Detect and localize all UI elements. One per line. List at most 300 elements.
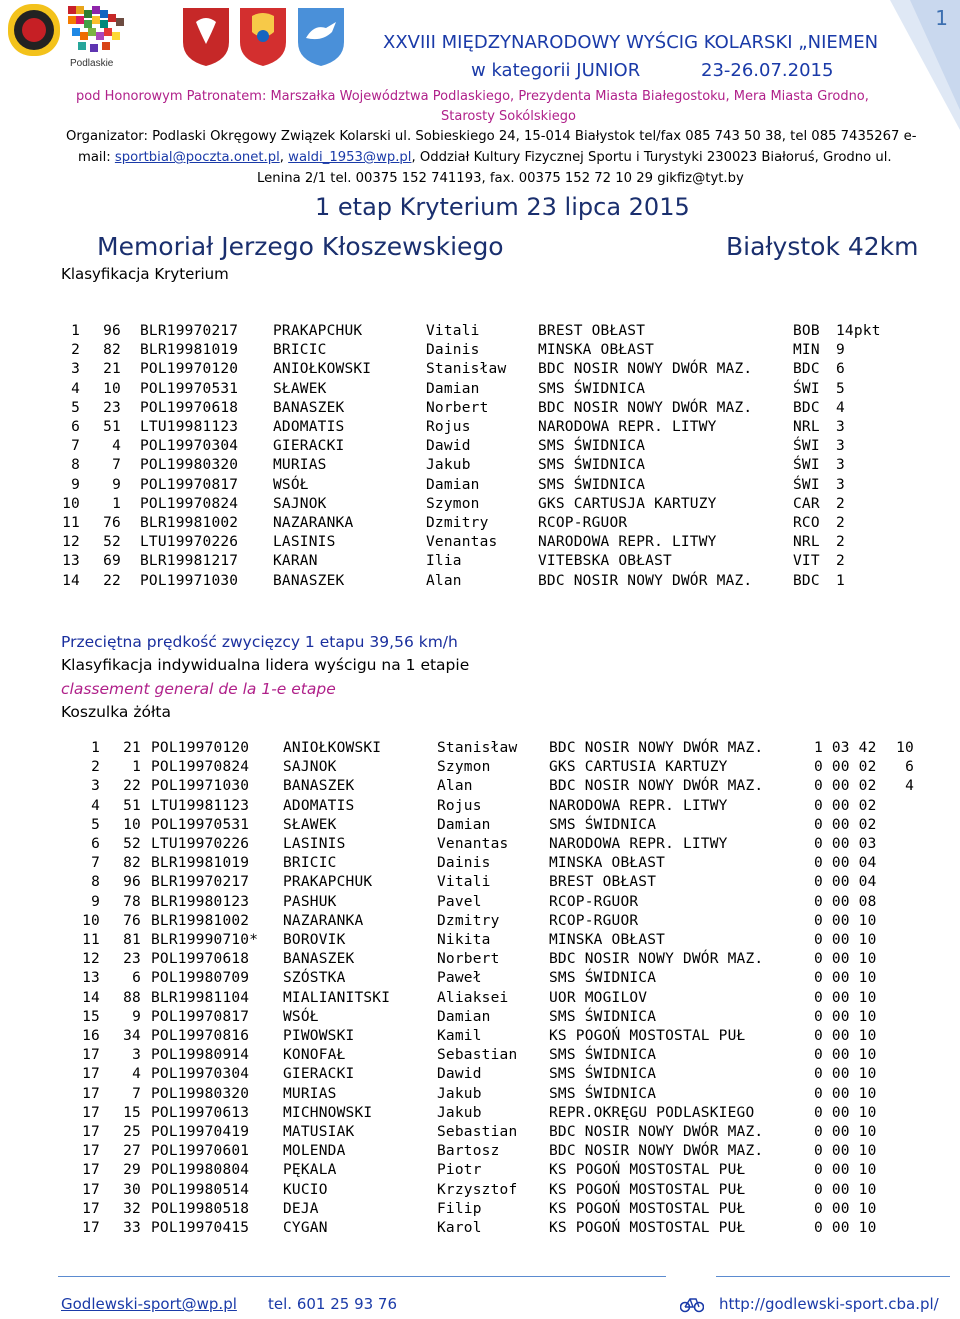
place-cell: 16: [82, 1028, 100, 1044]
time-cell: 0 00 10: [814, 1047, 877, 1064]
team-cell: SMS ŚWIDNICA: [549, 1008, 657, 1025]
place-cell: 17: [82, 1124, 100, 1140]
firstname-cell: Venantas: [437, 836, 509, 852]
uci-code-cell: POL19970531: [151, 816, 250, 833]
place-cell: 12: [82, 951, 100, 968]
bib-cell: 4: [132, 1066, 141, 1083]
points-cell: 4: [836, 399, 845, 416]
firstname-cell: Jakub: [437, 1085, 482, 1102]
surname-cell: WSÓŁ: [273, 476, 309, 493]
place-cell: 6: [91, 836, 100, 852]
team-cell: NARODOWA REPR. LITWY: [549, 836, 728, 852]
time-cell: 0 00 10: [814, 932, 877, 948]
surname-cell: GIERACKI: [283, 1066, 355, 1083]
team-cell: NARODOWA REPR. LITWY: [538, 419, 717, 435]
table-row: [0, 777, 960, 796]
team-code-cell: BDC: [793, 572, 820, 589]
surname-cell: KONOFAŁ: [283, 1047, 346, 1064]
firstname-cell: Szymon: [426, 495, 480, 512]
surname-cell: PIWOWSKI: [283, 1028, 355, 1044]
team-cell: BDC NOSIR NOWY DWÓR MAZ.: [549, 951, 764, 968]
bib-cell: 15: [123, 1104, 141, 1121]
team-cell: BDC NOSIR NOWY DWÓR MAZ.: [538, 572, 753, 589]
place-cell: 9: [91, 893, 100, 910]
time-cell: 0 00 10: [814, 1200, 877, 1217]
email-link-waldi[interactable]: waldi_1953@wp.pl: [288, 150, 412, 165]
uci-code-cell: BLR19981002: [151, 912, 250, 929]
table-row: [0, 797, 960, 816]
surname-cell: BANASZEK: [283, 951, 355, 968]
organizer-line-2-suffix: , Oddział Kultury Fizycznej Sportu i Turystyki 230023 Białoruś, Grodno ul.: [411, 150, 892, 165]
bib-cell: 25: [123, 1124, 141, 1140]
footer-website[interactable]: http://godlewski-sport.cba.pl/: [719, 1295, 939, 1313]
table-row: [0, 552, 960, 571]
uci-code-cell: LTU19970226: [140, 534, 239, 551]
table-row: [0, 893, 960, 912]
uci-code-cell: POL19980320: [140, 457, 239, 474]
firstname-cell: Venantas: [426, 534, 498, 551]
team-cell: RCOP-RGUOR: [538, 515, 628, 531]
place-cell: 2: [71, 342, 80, 359]
table-row: [0, 399, 960, 418]
surname-cell: LASINIS: [273, 534, 336, 551]
uci-code-cell: POL19970415: [151, 1220, 250, 1236]
surname-cell: ANIOŁKOWSKI: [283, 740, 382, 756]
table-row: [0, 1123, 960, 1142]
surname-cell: KARAN: [273, 553, 318, 570]
time-cell: 0 00 04: [814, 855, 877, 872]
time-cell: 0 00 10: [814, 1028, 877, 1044]
uci-code-cell: POL19970304: [151, 1066, 250, 1083]
bib-cell: 88: [123, 989, 141, 1006]
surname-cell: MICHNOWSKI: [283, 1104, 373, 1121]
bib-cell: 34: [123, 1028, 141, 1044]
team-code-cell: BOB: [793, 323, 820, 339]
bib-cell: 21: [123, 740, 141, 756]
team-code-cell: ŚWI: [793, 438, 820, 455]
stage-title: 1 etap Kryterium 23 lipca 2015: [315, 193, 690, 221]
uci-code-cell: BLR19981104: [151, 989, 250, 1006]
place-cell: 10: [82, 912, 100, 929]
points-cell: 3: [836, 438, 845, 455]
team-cell: SMS ŚWIDNICA: [549, 1047, 657, 1064]
uci-code-cell: POL19980914: [151, 1047, 250, 1064]
table-row: [0, 739, 960, 758]
podlaskie-logo: [8, 4, 124, 68]
table-row: [0, 514, 960, 533]
bib-cell: 29: [123, 1162, 141, 1179]
leader-classification-label: Klasyfikacja indywidualna lidera wyścigu na 1 etapie: [61, 656, 470, 674]
bib-cell: 52: [103, 534, 121, 551]
uci-code-cell: POL19970120: [151, 740, 250, 756]
team-cell: VITEBSKA OBŁAST: [538, 553, 672, 570]
memorial-name: Memoriał Jerzego Kłoszewskiego: [97, 232, 504, 261]
points-cell: 3: [836, 476, 845, 493]
bib-cell: 96: [103, 323, 121, 339]
place-cell: 15: [82, 1008, 100, 1025]
surname-cell: PASHUK: [283, 893, 337, 910]
table-row: [0, 1181, 960, 1200]
team-cell: RCOP-RGUOR: [549, 893, 639, 910]
team-cell: SMS ŚWIDNICA: [538, 457, 646, 474]
team-cell: BDC NOSIR NOWY DWÓR MAZ.: [538, 399, 753, 416]
bonus-cell: 6: [905, 759, 914, 776]
race-dates: 23-26.07.2015: [701, 60, 834, 81]
place-cell: 7: [71, 438, 80, 455]
place-cell: 17: [82, 1220, 100, 1236]
bonus-cell: 10: [896, 740, 914, 756]
firstname-cell: Stanisław: [426, 361, 507, 378]
firstname-cell: Norbert: [426, 399, 489, 416]
uci-code-cell: POL19980514: [151, 1181, 250, 1198]
team-cell: KS POGOŃ MOSTOSTAL PUŁ: [549, 1181, 746, 1198]
firstname-cell: Rojus: [437, 797, 482, 814]
firstname-cell: Dainis: [437, 855, 491, 872]
place-cell: 13: [82, 970, 100, 987]
team-cell: MINSKA OBŁAST: [549, 932, 666, 948]
team-cell: KS POGOŃ MOSTOSTAL PUŁ: [549, 1028, 746, 1044]
firstname-cell: Damian: [437, 816, 491, 833]
time-cell: 0 00 08: [814, 893, 877, 910]
firstname-cell: Dzmitry: [426, 515, 489, 531]
surname-cell: SAJNOK: [283, 759, 337, 776]
bib-cell: 6: [132, 970, 141, 987]
firstname-cell: Kamil: [437, 1028, 482, 1044]
points-cell: 14pkt: [836, 323, 881, 339]
place-cell: 14: [62, 572, 80, 589]
uci-code-cell: POL19970618: [140, 399, 239, 416]
surname-cell: ADOMATIS: [283, 797, 355, 814]
firstname-cell: Norbert: [437, 951, 500, 968]
firstname-cell: Vitali: [426, 323, 480, 339]
firstname-cell: Damian: [437, 1008, 491, 1025]
uci-code-cell: POL19970824: [151, 759, 250, 776]
team-cell: BDC NOSIR NOWY DWÓR MAZ.: [549, 1143, 764, 1160]
time-cell: 0 00 10: [814, 1124, 877, 1140]
table-row: [0, 1008, 960, 1027]
bib-cell: 4: [112, 438, 121, 455]
points-cell: 3: [836, 457, 845, 474]
race-category: w kategorii JUNIOR: [471, 60, 641, 81]
place-cell: 17: [82, 1047, 100, 1064]
surname-cell: DEJA: [283, 1200, 319, 1217]
surname-cell: SŁAWEK: [273, 380, 327, 397]
place-cell: 11: [62, 515, 80, 531]
place-cell: 8: [71, 457, 80, 474]
team-cell: MINSKA OBŁAST: [538, 342, 655, 359]
table-row: [0, 816, 960, 835]
surname-cell: BANASZEK: [283, 778, 355, 795]
place-cell: 9: [71, 476, 80, 493]
table-row: [0, 1104, 960, 1123]
logo-label: Podlaskie: [70, 58, 114, 68]
surname-cell: GIERACKI: [273, 438, 345, 455]
place-cell: 14: [82, 989, 100, 1006]
team-cell: MINSKA OBŁAST: [549, 855, 666, 872]
points-cell: 9: [836, 342, 845, 359]
table-row: [0, 912, 960, 931]
footer-phone: tel. 601 25 93 76: [268, 1295, 398, 1313]
firstname-cell: Szymon: [437, 759, 491, 776]
separator: ,: [279, 150, 289, 165]
place-cell: 3: [91, 778, 100, 795]
team-cell: BDC NOSIR NOWY DWÓR MAZ.: [549, 1124, 764, 1140]
firstname-cell: Damian: [426, 380, 480, 397]
place-cell: 17: [82, 1085, 100, 1102]
points-cell: 2: [836, 495, 845, 512]
table-row: [0, 456, 960, 475]
firstname-cell: Piotr: [437, 1162, 482, 1179]
table-row: [0, 969, 960, 988]
bib-cell: 3: [132, 1047, 141, 1064]
bib-cell: 82: [123, 855, 141, 872]
table-row: [0, 418, 960, 437]
table-row: [0, 533, 960, 552]
place-cell: 2: [91, 759, 100, 776]
table-row: [0, 341, 960, 360]
uci-code-cell: POL19971030: [140, 572, 239, 589]
place-cell: 11: [82, 932, 100, 948]
uci-code-cell: BLR19981002: [140, 515, 239, 531]
stage-location: Białystok 42km: [726, 232, 919, 261]
yellow-jersey-label: Koszulka żółta: [61, 703, 171, 721]
firstname-cell: Sebastian: [437, 1047, 518, 1064]
time-cell: 0 00 10: [814, 951, 877, 968]
uci-code-cell: BLR19981217: [140, 553, 239, 570]
uci-code-cell: POL19970601: [151, 1143, 250, 1160]
table-row: [0, 437, 960, 456]
time-cell: 1 03 42: [814, 740, 877, 756]
surname-cell: BANASZEK: [273, 399, 345, 416]
table-row: [0, 950, 960, 969]
bib-cell: 33: [123, 1220, 141, 1236]
place-cell: 1: [91, 740, 100, 756]
bib-cell: 51: [103, 419, 121, 435]
table-row: [0, 835, 960, 854]
uci-code-cell: LTU19970226: [151, 836, 250, 852]
eagle-coat-of-arms-icon: [183, 8, 229, 66]
surname-cell: NAZARANKA: [273, 515, 354, 531]
footer-divider-right: [716, 1276, 950, 1277]
uci-code-cell: POL19970120: [140, 361, 239, 378]
bib-cell: 7: [112, 457, 121, 474]
bib-cell: 32: [123, 1200, 141, 1217]
team-cell: NARODOWA REPR. LITWY: [549, 797, 728, 814]
surname-cell: ADOMATIS: [273, 419, 345, 435]
table-row: [0, 873, 960, 892]
team-cell: BREST OBŁAST: [549, 874, 657, 891]
time-cell: 0 00 10: [814, 1008, 877, 1025]
points-cell: 2: [836, 515, 845, 531]
team-cell: NARODOWA REPR. LITWY: [538, 534, 717, 551]
time-cell: 0 00 10: [814, 912, 877, 929]
footer-email-link[interactable]: Godlewski-sport@wp.pl: [61, 1295, 237, 1313]
team-code-cell: BDC: [793, 361, 820, 378]
time-cell: 0 00 10: [814, 1104, 877, 1121]
firstname-cell: Dzmitry: [437, 912, 500, 929]
place-cell: 5: [71, 399, 80, 416]
surname-cell: KUCIO: [283, 1181, 328, 1198]
table-row: [0, 1027, 960, 1046]
team-cell: RCOP-RGUOR: [549, 912, 639, 929]
place-cell: 10: [62, 495, 80, 512]
page-number: 1: [935, 6, 948, 30]
firstname-cell: Jakub: [437, 1104, 482, 1121]
table-row: [0, 1142, 960, 1161]
time-cell: 0 00 04: [814, 874, 877, 891]
surname-cell: BANASZEK: [273, 572, 345, 589]
bib-cell: 30: [123, 1181, 141, 1198]
firstname-cell: Pavel: [437, 893, 482, 910]
uci-code-cell: POL19970613: [151, 1104, 250, 1121]
time-cell: 0 00 03: [814, 836, 877, 852]
points-cell: 6: [836, 361, 845, 378]
team-cell: GKS CARTUSIA KARTUZY: [549, 759, 728, 776]
uci-code-cell: BLR19981019: [151, 855, 250, 872]
bib-cell: 69: [103, 553, 121, 570]
team-cell: SMS ŚWIDNICA: [549, 816, 657, 833]
patronage-line-2: Starosty Sokólskiego: [441, 109, 576, 124]
classement-general-label: classement general de la 1-e etape: [61, 680, 336, 698]
bib-cell: 96: [123, 874, 141, 891]
time-cell: 0 00 02: [814, 759, 877, 776]
firstname-cell: Bartosz: [437, 1143, 500, 1160]
uci-code-cell: BLR19970217: [151, 874, 250, 891]
table-row: [0, 1219, 960, 1238]
place-cell: 4: [91, 797, 100, 814]
team-code-cell: ŚWI: [793, 380, 820, 397]
surname-cell: CYGAN: [283, 1220, 328, 1236]
uci-code-cell: LTU19981123: [151, 797, 250, 814]
classification-label: Klasyfikacja Kryterium: [61, 265, 229, 283]
team-code-cell: NRL: [793, 534, 820, 551]
uci-code-cell: POL19970618: [151, 951, 250, 968]
table-row: [0, 572, 960, 591]
points-cell: 3: [836, 419, 845, 435]
surname-cell: MATUSIAK: [283, 1124, 355, 1140]
uci-code-cell: POL19970817: [151, 1008, 250, 1025]
place-cell: 17: [82, 1200, 100, 1217]
surname-cell: MURIAS: [273, 457, 327, 474]
place-cell: 5: [91, 816, 100, 833]
bib-cell: 51: [123, 797, 141, 814]
uci-code-cell: LTU19981123: [140, 419, 239, 435]
firstname-cell: Aliaksei: [437, 989, 509, 1006]
points-cell: 2: [836, 534, 845, 551]
bib-cell: 9: [112, 476, 121, 493]
team-cell: BDC NOSIR NOWY DWÓR MAZ.: [549, 740, 764, 756]
time-cell: 0 00 10: [814, 1162, 877, 1179]
place-cell: 17: [82, 1162, 100, 1179]
team-code-cell: MIN: [793, 342, 820, 359]
firstname-cell: Dainis: [426, 342, 480, 359]
uci-code-cell: BLR19970217: [140, 323, 239, 339]
bialystok-coat-of-arms-icon: [240, 8, 286, 66]
bib-cell: 52: [123, 836, 141, 852]
place-cell: 4: [71, 380, 80, 397]
email-link-sportbial[interactable]: sportbial@poczta.onet.pl: [114, 150, 280, 165]
bib-cell: 82: [103, 342, 121, 359]
bib-cell: 21: [103, 361, 121, 378]
team-cell: SMS ŚWIDNICA: [538, 476, 646, 493]
organizer-line-1: Organizator: Podlaski Okręgowy Związek Kolarski ul. Sobieskiego 24, 15-014 Białystok tel/fax 085 743 50 38, tel 085 7435267 e-: [66, 129, 917, 144]
table-row: [0, 1085, 960, 1104]
bicycle-icon: [680, 1295, 704, 1313]
time-cell: 0 00 02: [814, 778, 877, 795]
table-row: [0, 758, 960, 777]
firstname-cell: Alan: [437, 778, 473, 795]
surname-cell: BOROVIK: [283, 932, 346, 948]
table-row: [0, 931, 960, 950]
team-cell: GKS CARTUSJA KARTUZY: [538, 495, 717, 512]
firstname-cell: Ilia: [426, 553, 462, 570]
table-row: [0, 360, 960, 379]
team-cell: BREST OBŁAST: [538, 323, 646, 339]
table-row: [0, 1200, 960, 1219]
team-code-cell: NRL: [793, 419, 820, 435]
surname-cell: LASINIS: [283, 836, 346, 852]
bib-cell: 23: [123, 951, 141, 968]
table-row: [0, 380, 960, 399]
team-code-cell: CAR: [793, 495, 820, 512]
winner-speed: Przeciętna prędkość zwycięzcy 1 etapu 39,56 km/h: [61, 633, 458, 651]
firstname-cell: Jakub: [426, 457, 471, 474]
uci-code-cell: POL19980804: [151, 1162, 250, 1179]
organizer-line-3: Lenina 2/1 tel. 00375 152 741193, fax. 00375 152 72 10 29 gikfiz@tyt.by: [257, 171, 744, 186]
bib-cell: 1: [112, 495, 121, 512]
team-cell: SMS ŚWIDNICA: [549, 1085, 657, 1102]
team-cell: REPR.OKRĘGU PODLASKIEGO: [549, 1104, 755, 1121]
team-code-cell: BDC: [793, 399, 820, 416]
sponsor-logos: [8, 4, 348, 68]
time-cell: 0 00 10: [814, 1066, 877, 1083]
uci-code-cell: BLR19981019: [140, 342, 239, 359]
surname-cell: BRICIC: [273, 342, 327, 359]
place-cell: 13: [62, 553, 80, 570]
team-cell: SMS ŚWIDNICA: [538, 380, 646, 397]
team-cell: KS POGOŃ MOSTOSTAL PUŁ: [549, 1220, 746, 1236]
team-cell: UOR MOGILOV: [549, 989, 648, 1006]
uci-code-cell: POL19970531: [140, 380, 239, 397]
bib-cell: 76: [103, 515, 121, 531]
surname-cell: SZÓSTKA: [283, 970, 346, 987]
uci-code-cell: POL19980320: [151, 1085, 250, 1102]
surname-cell: MURIAS: [283, 1085, 337, 1102]
bib-cell: 27: [123, 1143, 141, 1160]
points-cell: 2: [836, 553, 845, 570]
uci-code-cell: BLR19990710*: [151, 932, 259, 948]
time-cell: 0 00 02: [814, 797, 877, 814]
table-row: [0, 476, 960, 495]
firstname-cell: Dawid: [437, 1066, 482, 1083]
firstname-cell: Stanisław: [437, 740, 518, 756]
firstname-cell: Karol: [437, 1220, 482, 1236]
uci-code-cell: POL19980518: [151, 1200, 250, 1217]
team-code-cell: VIT: [793, 553, 820, 570]
bib-cell: 7: [132, 1085, 141, 1102]
team-code-cell: ŚWI: [793, 457, 820, 474]
mail-prefix: mail:: [78, 150, 115, 165]
firstname-cell: Sebastian: [437, 1124, 518, 1140]
team-cell: SMS ŚWIDNICA: [549, 970, 657, 987]
firstname-cell: Krzysztof: [437, 1181, 518, 1198]
time-cell: 0 00 10: [814, 1220, 877, 1236]
bib-cell: 22: [123, 778, 141, 795]
table-row: [0, 1161, 960, 1180]
place-cell: 3: [71, 361, 80, 378]
uci-code-cell: POL19970304: [140, 438, 239, 455]
firstname-cell: Rojus: [426, 419, 471, 435]
